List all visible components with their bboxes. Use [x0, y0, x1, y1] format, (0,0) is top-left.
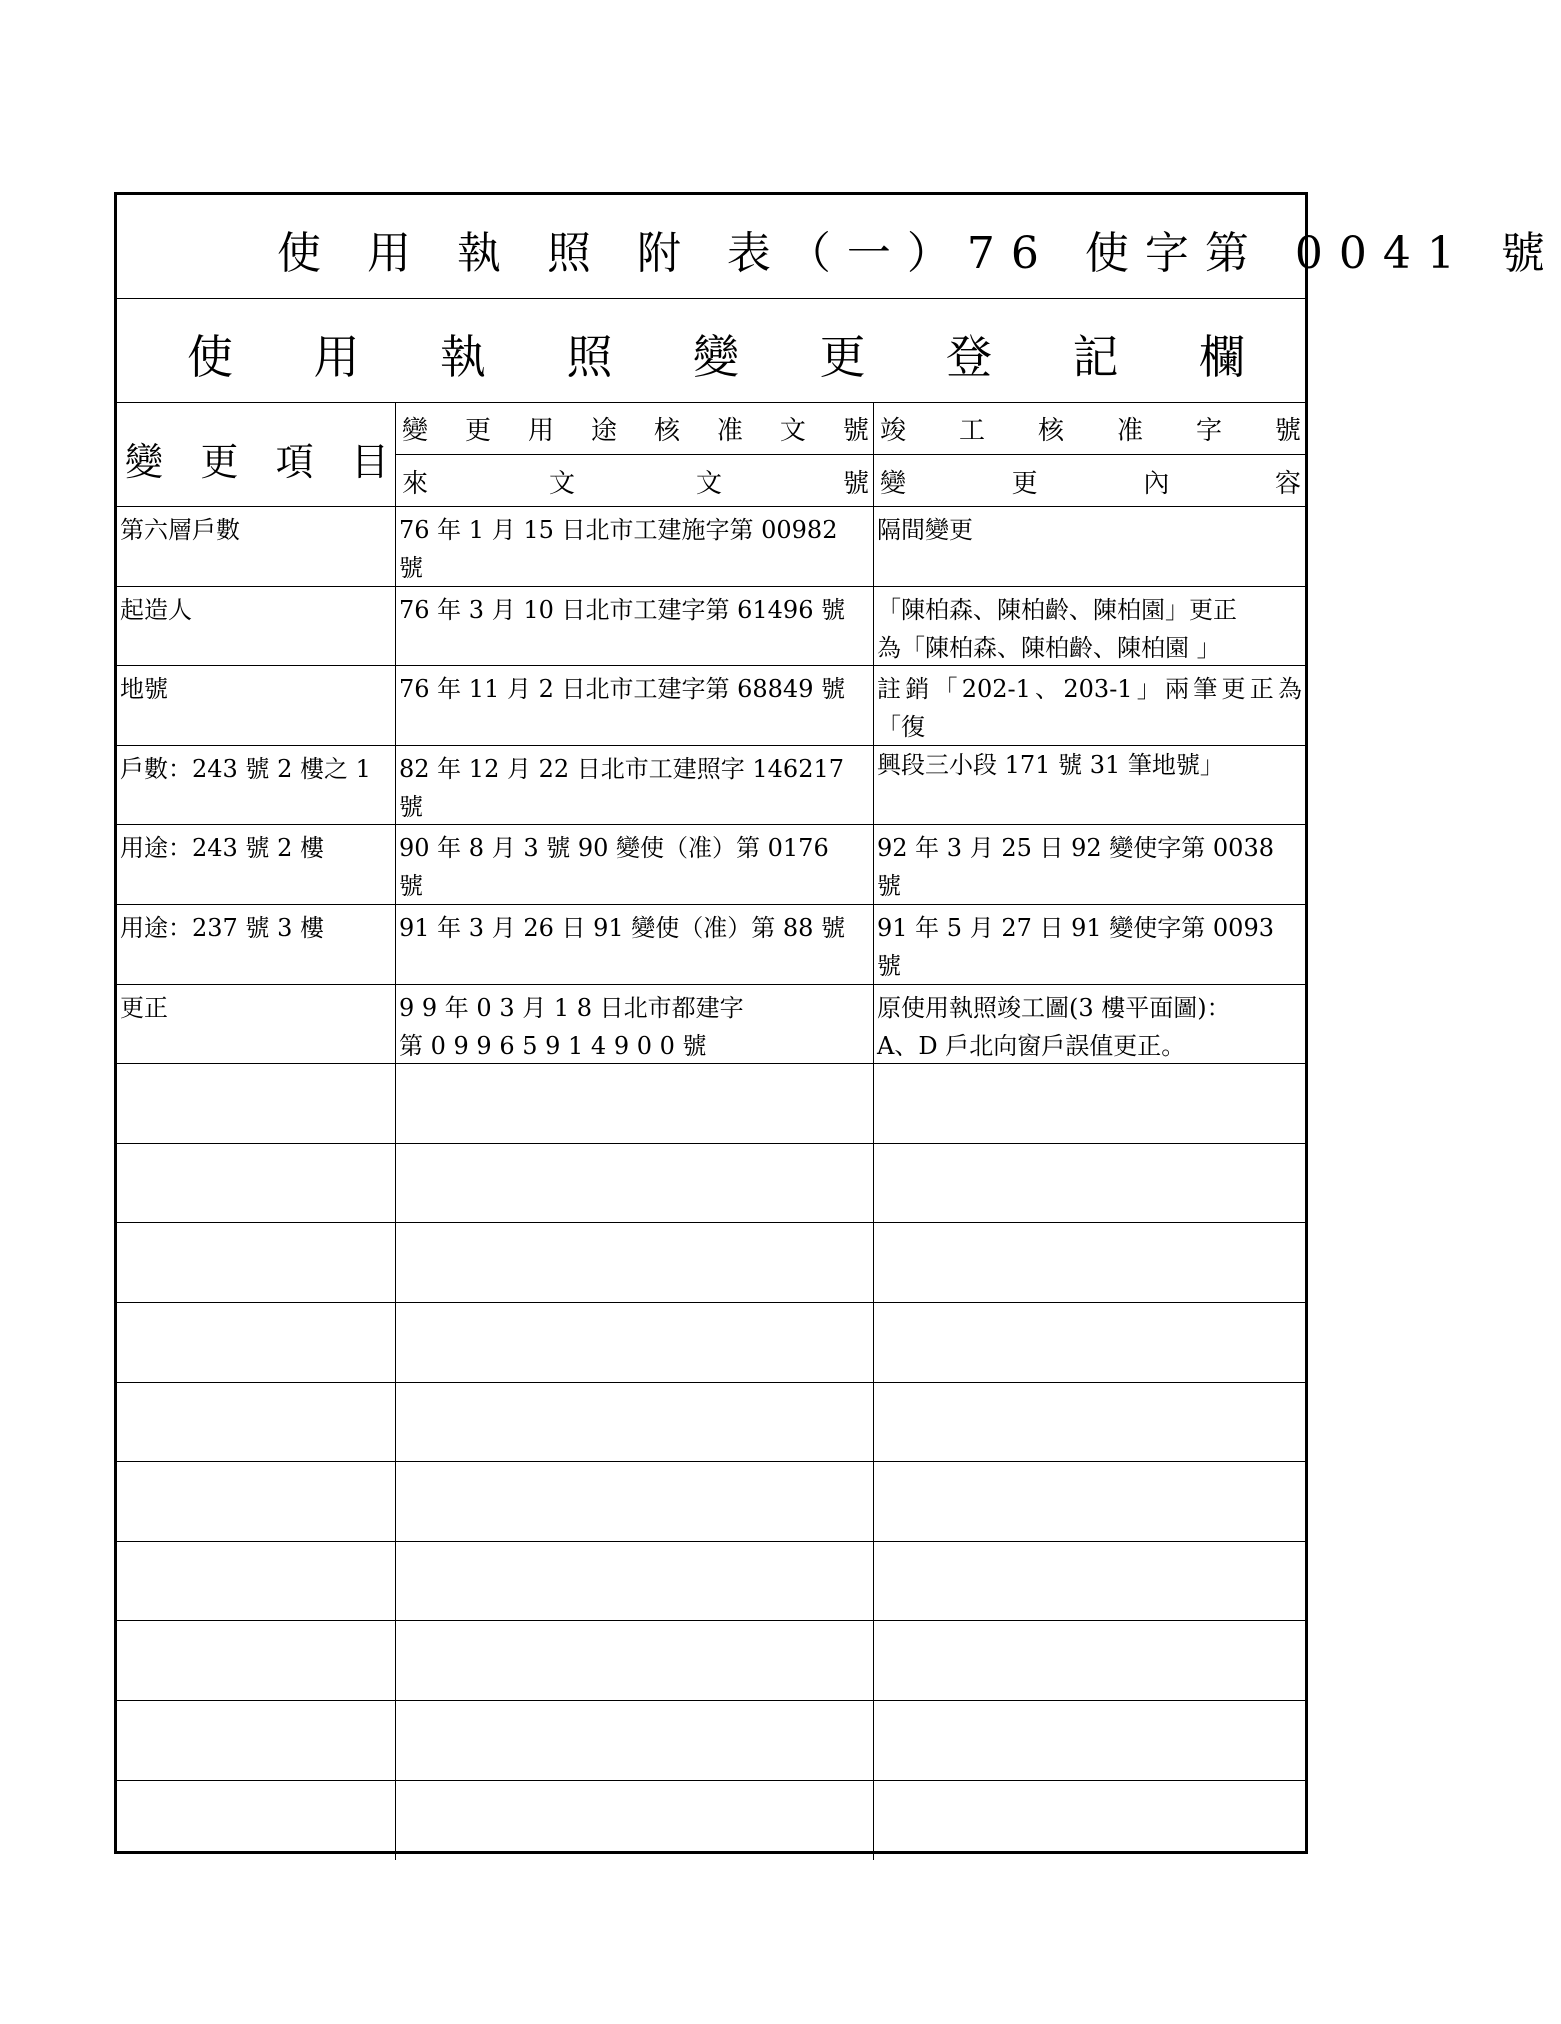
header-char: 項	[275, 440, 314, 484]
cell-line: 82 年 12 月 22 日北市工建照字 146217	[399, 754, 845, 783]
table-row	[117, 1781, 1305, 1861]
table-row	[117, 746, 1305, 826]
header-char: 容	[1274, 468, 1301, 499]
header-char: 核	[1037, 416, 1064, 446]
header-char: 號	[1274, 416, 1301, 446]
table-row	[117, 1621, 1305, 1701]
cell-line: 為「陳柏森、陳柏齡、陳柏園 」	[877, 633, 1221, 662]
approval-number-cell	[396, 985, 874, 1064]
table-row	[117, 1144, 1305, 1224]
header-char: 更	[200, 440, 239, 484]
change-content-cell	[874, 1701, 1305, 1780]
cell-line: 興段三小段 171 號 31 筆地號」	[877, 751, 1224, 780]
approval-number-cell	[396, 1383, 874, 1462]
header-char: 用	[527, 416, 554, 446]
document-title: 使 用 執 照 附 表（一）76 使字第 0041 號	[277, 228, 1561, 279]
header-incoming-number	[396, 455, 873, 507]
cell-line: 76 年 11 月 2 日北市工建字第 68849 號	[399, 675, 846, 704]
cell-line: 號	[877, 872, 901, 901]
change-item-cell	[117, 1303, 396, 1382]
table-row	[117, 1701, 1305, 1781]
table-row	[117, 1223, 1305, 1303]
header-change-content	[874, 455, 1305, 507]
cell-line: 註銷「202-1、203-1」兩筆更正為「復	[877, 675, 1302, 742]
change-item-cell	[117, 1781, 396, 1861]
approval-number-cell	[396, 507, 874, 586]
header-char: 來	[402, 468, 429, 499]
change-item-cell	[117, 1701, 396, 1780]
table-row	[117, 1303, 1305, 1383]
section-heading-char: 執	[440, 330, 486, 384]
change-content-cell	[874, 1383, 1305, 1462]
change-item-cell	[117, 1383, 396, 1462]
header-char: 文	[779, 416, 806, 446]
cell-line: 號	[877, 951, 901, 980]
table-row	[117, 587, 1305, 667]
section-heading-char: 用	[313, 330, 360, 384]
change-content-cell	[874, 1462, 1305, 1541]
change-content-cell	[874, 1621, 1305, 1700]
change-content-cell	[874, 666, 1305, 780]
change-item-cell: 用途：237 號 3 樓	[117, 905, 396, 984]
approval-number-cell	[396, 905, 874, 984]
section-heading-char: 欄	[1199, 330, 1245, 384]
change-content-cell	[874, 746, 1305, 825]
header-char: 更	[464, 416, 491, 446]
table-body	[117, 507, 1305, 1860]
header-completion-number	[874, 403, 1305, 455]
approval-number-cell	[396, 587, 874, 666]
cell-line: 76 年 1 月 15 日北市工建施字第 00982	[399, 516, 838, 544]
cell-line: 9 9 年 0 3 月 1 8 日北市都建字	[399, 993, 744, 1022]
change-item-cell: 更正	[117, 985, 396, 1064]
cell-line: 號	[399, 554, 423, 582]
change-content-cell	[874, 1303, 1305, 1382]
header-char: 字	[1195, 416, 1222, 446]
header-char: 號	[842, 468, 869, 499]
cell-line: 號	[399, 872, 423, 901]
header-char: 文	[548, 468, 575, 499]
cell-line: 第 0 9 9 6 5 9 1 4 9 0 0 號	[399, 1031, 707, 1060]
section-heading-char: 登	[946, 330, 992, 384]
change-content-cell	[874, 1223, 1305, 1302]
approval-number-cell	[396, 1462, 874, 1541]
change-content-cell	[874, 1781, 1305, 1861]
approval-number-cell	[396, 666, 874, 745]
table-row	[117, 1064, 1305, 1144]
cell-line: 91 年 3 月 26 日 91 變使（准）第 88 號	[399, 913, 846, 942]
header-char: 目	[350, 440, 389, 484]
cell-line: 91 年 5 月 27 日 91 變使字第 0093	[877, 913, 1274, 942]
header-char: 准	[1116, 416, 1143, 446]
section-heading-char: 更	[819, 330, 866, 384]
change-item-cell: 第六層戶數	[117, 507, 396, 586]
approval-number-cell	[396, 1542, 874, 1621]
table-row	[117, 1383, 1305, 1463]
header-char: 途	[590, 416, 617, 446]
header-change-item	[117, 403, 396, 506]
header-char: 竣	[880, 416, 907, 446]
header-char: 號	[842, 416, 869, 446]
approval-number-cell	[396, 1781, 874, 1861]
section-heading	[187, 321, 1245, 387]
change-item-cell: 起造人	[117, 587, 396, 666]
cell-line: 號	[399, 792, 423, 821]
cell-line: 「陳柏森、陳柏齡、陳柏園」更正	[877, 595, 1237, 624]
approval-number-cell	[396, 746, 874, 825]
change-content-cell	[874, 1064, 1305, 1143]
section-heading-char: 照	[566, 330, 613, 384]
cell-line: 原使用執照竣工圖(3 樓平面圖)：	[877, 993, 1231, 1022]
section-heading-char: 使	[187, 330, 233, 384]
change-content-cell	[874, 507, 1305, 586]
table-row	[117, 507, 1305, 587]
header-char: 核	[653, 416, 680, 446]
header-char: 工	[958, 416, 985, 446]
header-completion	[874, 403, 1305, 506]
change-content-cell	[874, 985, 1305, 1064]
header-char: 變	[880, 468, 907, 499]
table-row	[117, 1462, 1305, 1542]
header-char: 更	[1011, 468, 1038, 499]
approval-number-cell	[396, 1701, 874, 1780]
change-content-cell	[874, 587, 1305, 666]
header-char: 內	[1143, 468, 1170, 499]
section-heading-char: 記	[1072, 330, 1119, 384]
section-heading-char: 變	[693, 330, 739, 384]
license-table	[114, 192, 1561, 1854]
change-item-cell	[117, 1462, 396, 1541]
cell-line: 76 年 3 月 10 日北市工建字第 61496 號	[399, 595, 846, 624]
header-char: 變	[125, 440, 164, 484]
cell-line: 90 年 8 月 3 號 90 變使（准）第 0176	[399, 834, 829, 863]
subtitle-row	[117, 299, 1305, 403]
approval-number-cell	[396, 1621, 874, 1700]
change-item-cell	[117, 1621, 396, 1700]
table-header	[117, 403, 1305, 507]
header-char: 文	[695, 468, 722, 499]
change-content-cell	[874, 1144, 1305, 1223]
approval-number-cell	[396, 1144, 874, 1223]
change-item-cell	[117, 1223, 396, 1302]
table-row	[117, 985, 1305, 1065]
cell-line: 92 年 3 月 25 日 92 變使字第 0038	[877, 834, 1274, 863]
header-approval-number	[396, 403, 873, 455]
change-item-cell	[117, 1144, 396, 1223]
header-char: 准	[716, 416, 743, 446]
table-row	[117, 825, 1305, 905]
change-content-cell	[874, 825, 1305, 904]
approval-number-cell	[396, 825, 874, 904]
change-content-cell	[874, 1542, 1305, 1621]
change-item-cell: 戶數：243 號 2 樓之 1	[117, 746, 396, 825]
table-row	[117, 1542, 1305, 1622]
approval-number-cell	[396, 1223, 874, 1302]
change-content-cell	[874, 905, 1305, 984]
title-row	[117, 195, 1561, 299]
change-item-cell	[117, 1064, 396, 1143]
header-char: 變	[402, 416, 429, 446]
change-item-cell	[117, 1542, 396, 1621]
approval-number-cell	[396, 1303, 874, 1382]
cell-line: A、D 戶北向窗戶誤值更正。	[877, 1031, 1186, 1060]
table-row	[117, 905, 1305, 985]
header-approval	[396, 403, 874, 506]
change-item-cell: 用途：243 號 2 樓	[117, 825, 396, 904]
approval-number-cell	[396, 1064, 874, 1143]
cell-line: 隔間變更	[877, 516, 973, 544]
change-item-cell: 地號	[117, 666, 396, 745]
